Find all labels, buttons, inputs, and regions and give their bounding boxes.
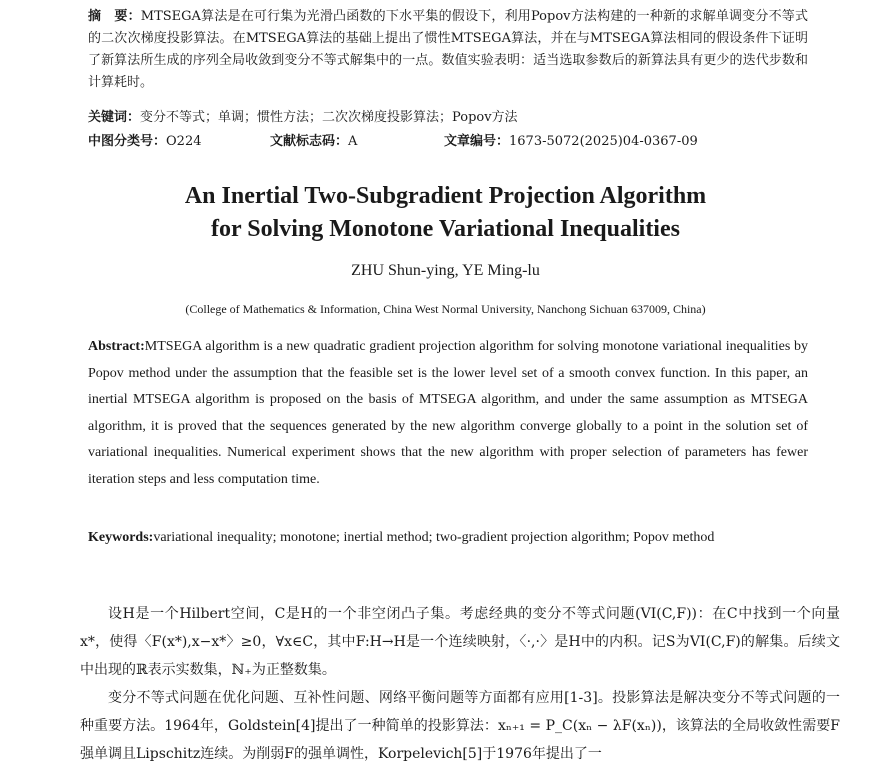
english-title-line-1: An Inertial Two-Subgradient Projection Algorithm: [184, 183, 707, 209]
clc-number: 中图分类号：O224: [88, 134, 202, 149]
chinese-keywords-text: 变分不等式；单调；惯性方法；二次次梯度投影算法；Popov方法: [140, 110, 518, 125]
chinese-abstract: [88, 6, 808, 94]
english-abstract-label: Abstract:: [88, 339, 145, 354]
english-title-line-2: for Solving Monotone Variational Inequalities: [211, 216, 680, 242]
chinese-keywords: [88, 107, 808, 129]
article-number: 文章编号：1673-5072(2025)04-0367-09: [444, 134, 698, 149]
body-paragraph-2: 变分不等式问题在优化问题、互补性问题、网络平衡问题等方面都有应用[1-3]。投影算法是解决变分不等式问题的一种重要方法。1964年，Goldstein[4]提出了一种简单的投影算法：xₙ₊₁ = P_C(xₙ − λF(xₙ))，该算法的全局收敛性需要F强单调且Lipschitz连续。为削弱F的强单调性，Korpelevich[5]于1976年提出了一: [80, 690, 840, 762]
english-title: [0, 180, 891, 246]
authors: ZHU Shun-ying, YE Ming-lu: [351, 262, 540, 279]
body-paragraph-1: 设H是一个Hilbert空间，C是H的一个非空闭凸子集。考虑经典的变分不等式问题(VI(C,F))：在C中找到一个向量x*，使得〈F(x*),x−x*〉≥0，∀x∈C，其中F:H→H是一个连续映射，〈·,·〉是H中的内积。记S为VI(C,F)的解集。后续文中出现的ℝ表示实数集，ℕ₊为正整数集。: [80, 606, 840, 678]
chinese-abstract-label: 摘 要：: [88, 9, 141, 24]
english-abstract: [88, 334, 808, 493]
english-abstract-text: MTSEGA algorithm is a new quadratic gradient projection algorithm for solving monotone variational inequalities by Popov method under the assumption that the feasible set is the lower level set of a smooth convex function. In this paper, an inertial MTSEGA algorithm is proposed on the basis of MTSEGA algorithm, and under the same assumption as MTSEGA algorithm, it is proved that the sequences generated by the new algorithm converge globally to a point in the solution set of variational inequalities. Numerical experiment shows that the new algorithm with proper selection of parameters has fewer iteration steps and less computation time.: [88, 339, 808, 487]
english-keywords-label: Keywords:: [88, 530, 154, 545]
chinese-abstract-text: MTSEGA算法是在可行集为光滑凸函数的下水平集的假设下，利用Popov方法构建的一种新的求解单调变分不等式的二次次梯度投影算法。在MTSEGA算法的基础上提出了惯性MTSEGA算法，并在与MTSEGA算法相同的假设条件下证明了新算法所生成的序列全局收敛到变分不等式解集中的一点。数值实验表明：适当选取参数后的新算法具有更少的迭代步数和计算耗时。: [88, 9, 808, 90]
affiliation: (College of Mathematics & Information, China West Normal University, Nanchong Sichuan 637009, China): [185, 302, 706, 316]
chinese-keywords-label: 关键词：: [88, 110, 141, 125]
english-keywords: [88, 525, 808, 552]
document-code: 文献标志码：A: [270, 134, 358, 149]
english-keywords-text: variational inequality; monotone; inertial method; two-gradient projection algorithm; Popov method: [153, 530, 715, 545]
body-text: [80, 600, 840, 768]
